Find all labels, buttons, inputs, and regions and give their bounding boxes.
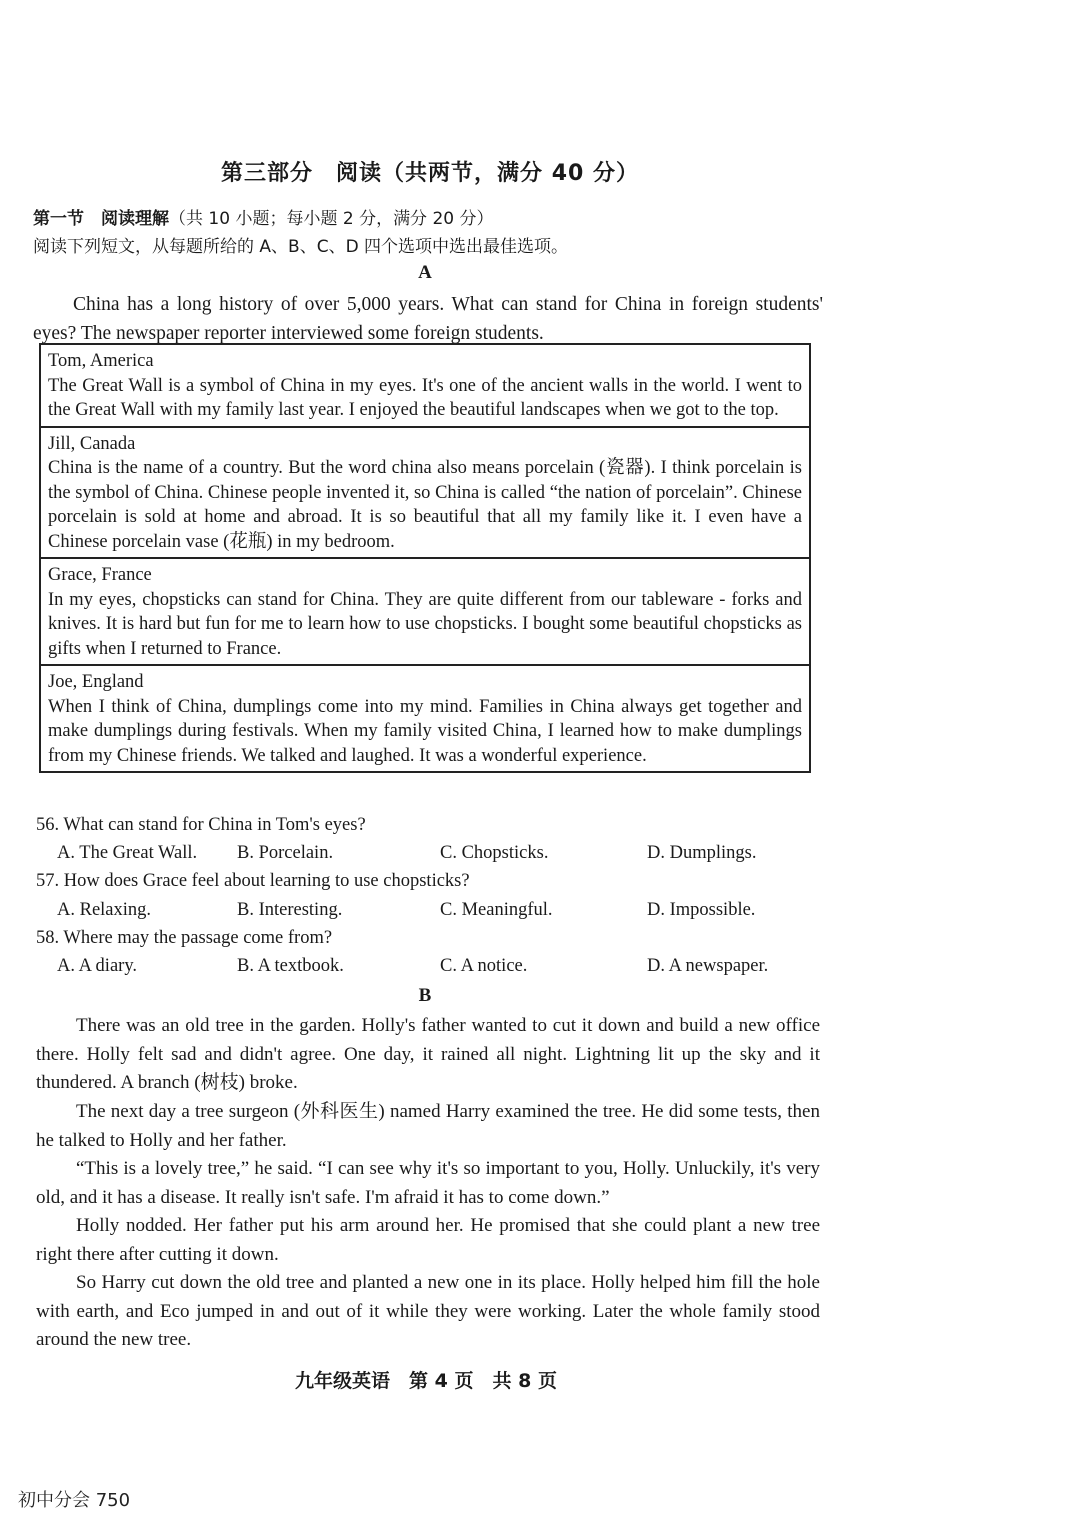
- passage-b-letter: B: [418, 985, 432, 1006]
- passage-b-paragraph: There was an old tree in the garden. Holly's father wanted to cut it down and build a new office there. Holly felt sad and didn't agree. One day, it rained all night. Lightning lit up the sky and it thundered. A branch (树枝) broke.: [36, 1015, 820, 1094]
- option-a[interactable]: A. The Great Wall.: [57, 843, 198, 863]
- interview-entry-tom: [41, 345, 809, 428]
- interview-entry-grace: [41, 559, 809, 666]
- page-footer: 九年级英语 第 4 页 共 8 页: [295, 1370, 557, 1392]
- option-a[interactable]: A. A diary.: [57, 956, 137, 976]
- entry-name: Grace, France: [48, 565, 152, 585]
- passage-b-paragraph: The next day a tree surgeon (外科医生) named Harry examined the tree. He did some tests, then he talked to Holly and her father.: [36, 1101, 820, 1151]
- interview-table: [39, 343, 811, 773]
- option-b[interactable]: B. A textbook.: [237, 956, 344, 976]
- entry-name: Tom, America: [48, 351, 154, 371]
- option-a[interactable]: A. Relaxing.: [57, 900, 152, 920]
- passage-a-letter: A: [418, 262, 432, 283]
- section-label: 第一节 阅读理解: [33, 209, 169, 229]
- entry-text: In my eyes, chopsticks can stand for China. They are quite different from our tableware - forks and knives. It is hard but fun for me to learn how to use chopsticks. I bought some beautiful chopsticks as gifts when I returned to France.: [48, 589, 802, 659]
- section-heading: [33, 204, 494, 229]
- option-b[interactable]: B. Porcelain.: [237, 843, 334, 863]
- watermark-text: 初中分会 750: [18, 1490, 131, 1511]
- entry-text: The Great Wall is a symbol of China in my eyes. It's one of the ancient walls in the world. I went to the Great Wall with my family last year. I enjoyed the beautiful landscapes when we got to the top.: [48, 375, 802, 420]
- passage-b-paragraph: So Harry cut down the old tree and planted a new one in its place. Holly helped him fill the hole with earth, and Eco jumped in and out of it while they were working. Later the whole family stood around the new tree.: [36, 1272, 820, 1351]
- passage-b-paragraph: “This is a lovely tree,” he said. “I can see why it's so important to you, Holly. Unluckily, it's very old, and it has a disease. It really isn't safe. I'm afraid it has to come down.”: [36, 1158, 820, 1208]
- instruction-text: 阅读下列短文，从每题所给的 A、B、C、D 四个选项中选出最佳选项。: [33, 237, 569, 257]
- option-d[interactable]: D. A newspaper.: [647, 956, 769, 976]
- option-c[interactable]: C. A notice.: [440, 956, 528, 976]
- option-d[interactable]: D. Dumplings.: [647, 843, 757, 863]
- option-d[interactable]: D. Impossible.: [647, 900, 756, 920]
- question-57-stem: 57. How does Grace feel about learning to use chopsticks?: [36, 871, 470, 891]
- interview-entry-jill: [41, 428, 809, 560]
- entry-text: China is the name of a country. But the word china also means porcelain (瓷器). I think porcelain is the symbol of China. Chinese people invented it, so China is called “the nation of porcelain”. Chinese porcelain is sold at home and abroad. It is so beautiful that all my family like it. I even have a Chinese porcelain vase (花瓶) in my bedroom.: [48, 458, 802, 552]
- passage-a-intro: China has a long history of over 5,000 years. What can stand for China in foreign students' eyes? The newspaper reporter interviewed some foreign students.: [33, 294, 823, 344]
- interview-entry-joe: [41, 666, 809, 771]
- option-c[interactable]: C. Meaningful.: [440, 900, 553, 920]
- section-detail: （共 10 小题；每小题 2 分，满分 20 分）: [169, 209, 494, 229]
- entry-text: When I think of China, dumplings come into my mind. Families in China always get together and make dumplings during festivals. When my family visited China, I learned how to make dumplings from my Chinese friends. We talked and laughed. It was a wonderful experience.: [48, 696, 802, 766]
- entry-name: Jill, Canada: [48, 433, 136, 454]
- option-c[interactable]: C. Chopsticks.: [440, 843, 549, 863]
- option-b[interactable]: B. Interesting.: [237, 900, 343, 920]
- entry-name: Joe, England: [48, 672, 144, 692]
- question-58-stem: 58. Where may the passage come from?: [36, 928, 333, 948]
- question-56-stem: 56. What can stand for China in Tom's eyes?: [36, 815, 366, 835]
- passage-b-paragraph: Holly nodded. Her father put his arm around her. He promised that she could plant a new tree right there after cutting it down.: [36, 1215, 820, 1265]
- part-title: 第三部分 阅读（共两节，满分 40 分）: [221, 161, 639, 186]
